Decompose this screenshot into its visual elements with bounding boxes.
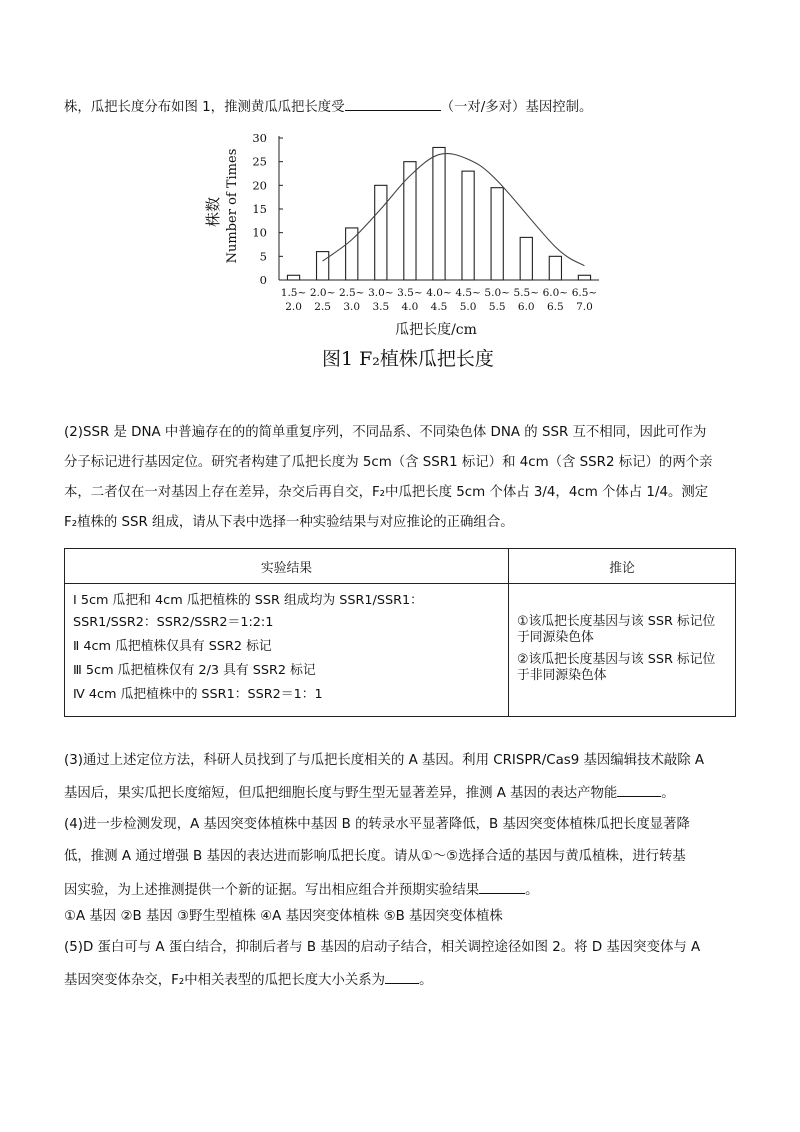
q3-line-1: (3)通过上述定位方法，科研人员找到了与瓜把长度相关的 A 基因。利用 CRISPR/Cas9 基因编辑技术敲除 A — [64, 753, 705, 768]
bar — [578, 275, 590, 280]
x-tick-label: 6.0 — [517, 301, 535, 313]
q2-line-4: F₂植株的 SSR 组成，请从下表中选择一种实验结果与对应推论的正确组合。 — [64, 515, 514, 530]
x-tick-label: 2.0 — [285, 301, 302, 313]
header-result: 实验结果 — [65, 549, 509, 584]
q4-options: ①A 基因 ②B 基因 ③野生型植株 ④A 基因突变体植株 ⑤B 基因突变体植株 — [64, 909, 503, 924]
y-tick-label: 30 — [252, 131, 267, 145]
header-inference: 推论 — [509, 549, 736, 584]
q5-line-1: (5)D 蛋白可与 A 蛋白结合，抑制后者与 B 基因的启动子结合，相关调控途径如图 2。将 D 基因突变体与 A — [64, 940, 701, 955]
y-tick-label: 25 — [252, 154, 267, 169]
bar — [549, 256, 561, 280]
x-tick-label: 5.0~ — [484, 287, 510, 299]
x-tick-label: 4.5 — [430, 301, 448, 313]
x-tick-label: 6.5~ — [571, 287, 598, 299]
q5-text-after: 。 — [419, 973, 433, 988]
table-body-row — [65, 584, 736, 717]
answer-blank-5[interactable] — [385, 970, 419, 984]
results-cell — [65, 584, 509, 717]
x-tick-label: 3.0~ — [368, 287, 394, 299]
q4-text-after: 。 — [525, 883, 539, 898]
result-1b: SSR1/SSR2：SSR2/SSR2＝1:2:1 — [73, 615, 274, 630]
x-tick-label: 2.0~ — [309, 287, 336, 299]
bar — [317, 252, 329, 280]
result-1a: Ⅰ 5cm 瓜把和 4cm 瓜把植株的 SSR 组成均为 SSR1/SSR1： — [73, 593, 423, 608]
bar — [375, 185, 387, 280]
q4-line-2: 低，推测 A 通过增强 B 基因的表达进而影响瓜把长度。请从①～⑤选择合适的基因与黄瓜植株，进行转基 — [64, 849, 686, 864]
figure-1-chart — [0, 0, 800, 380]
x-tick-label: 4.0 — [401, 301, 419, 313]
x-tick-label: 3.0 — [343, 301, 361, 313]
intro-text-after: （一对/多对）基因控制。 — [440, 100, 593, 115]
bar — [433, 147, 445, 280]
x-tick-label: 5.0 — [459, 301, 477, 313]
q4-text-before: 因实验，为上述推测提供一个新的证据。写出相应组合并预期实验结果 — [64, 883, 480, 898]
x-tick-label: 7.0 — [576, 301, 593, 313]
q2-line-1: (2)SSR 是 DNA 中普遍存在的的简单重复序列，不同品系、不同染色体 DNA 的 SSR 互不相同，因此可作为 — [64, 425, 707, 440]
table-header-row — [65, 549, 736, 584]
intro-text-before: 株，瓜把长度分布如图 1，推测黄瓜瓜把长度受 — [64, 100, 345, 115]
x-tick-label: 6.5 — [547, 301, 564, 313]
ssr-table — [64, 548, 736, 717]
y-tick-label: 0 — [259, 273, 267, 287]
x-tick-label: 3.5 — [372, 301, 390, 313]
q4-line-3 — [64, 880, 539, 900]
x-tick-label: 6.0~ — [542, 287, 569, 299]
fitted-curve — [323, 154, 585, 266]
q2-line-2: 分子标记进行基因定位。研究者构建了瓜把长度为 5cm（含 SSR1 标记）和 4cm（含 SSR2 标记）的两个亲 — [64, 455, 713, 470]
bar — [287, 275, 299, 280]
answer-blank-3[interactable] — [617, 783, 661, 797]
result-4: Ⅳ 4cm 瓜把植株中的 SSR1：SSR2＝1：1 — [73, 687, 323, 702]
q3-line-2 — [64, 783, 675, 803]
y-axis-label-cn: 株数 — [204, 196, 222, 228]
figure-1-caption: 图1 F₂植株瓜把长度 — [322, 348, 494, 370]
result-2: Ⅱ 4cm 瓜把植株仅具有 SSR2 标记 — [73, 639, 272, 654]
x-tick-label: 4.0~ — [426, 287, 452, 299]
result-3: Ⅲ 5cm 瓜把植株仅有 2/3 具有 SSR2 标记 — [73, 663, 316, 678]
bar — [462, 171, 474, 280]
x-tick-label: 5.5 — [488, 301, 506, 313]
answer-blank-4[interactable] — [479, 880, 525, 894]
q5-line-2 — [64, 970, 432, 990]
x-tick-label: 5.5~ — [513, 287, 540, 299]
x-tick-label: 4.5~ — [455, 287, 481, 299]
q3-text-before: 基因后，果实瓜把长度缩短，但瓜把细胞长度与野生型无显著差异，推测 A 基因的表达产物能 — [64, 786, 618, 801]
y-axis-label-en: Number of Times — [225, 148, 240, 264]
bar — [491, 188, 503, 280]
x-tick-label: 1.5~ — [280, 287, 307, 299]
inference-1: ①该瓜把长度基因与该 SSR 标记位于同源染色体 — [517, 614, 716, 645]
q4-line-1: (4)进一步检测发现，A 基因突变体植株中基因 B 的转录水平显著降低，B 基因突变体植株瓜把长度显著降 — [64, 817, 690, 832]
q5-text-before: 基因突变体杂交，F₂中相关表型的瓜把长度大小关系为 — [64, 973, 386, 988]
x-tick-label: 2.5~ — [338, 287, 365, 299]
inference-cell — [509, 584, 736, 717]
x-tick-label: 2.5 — [314, 301, 331, 313]
q3-text-after: 。 — [661, 786, 675, 801]
x-axis-label: 瓜把长度/cm — [395, 322, 477, 338]
y-tick-label: 20 — [252, 178, 267, 193]
bar — [520, 237, 532, 280]
x-tick-label: 3.5~ — [397, 287, 423, 299]
y-tick-label: 5 — [259, 249, 267, 264]
y-tick-label: 10 — [252, 225, 267, 240]
y-tick-label: 15 — [252, 202, 267, 216]
inference-2: ②该瓜把长度基因与该 SSR 标记位于非同源染色体 — [517, 652, 716, 683]
q2-line-3: 本，二者仅在一对基因上存在差异，杂交后再自交，F₂中瓜把长度 5cm 个体占 3/4，4cm 个体占 1/4。测定 — [64, 485, 709, 500]
